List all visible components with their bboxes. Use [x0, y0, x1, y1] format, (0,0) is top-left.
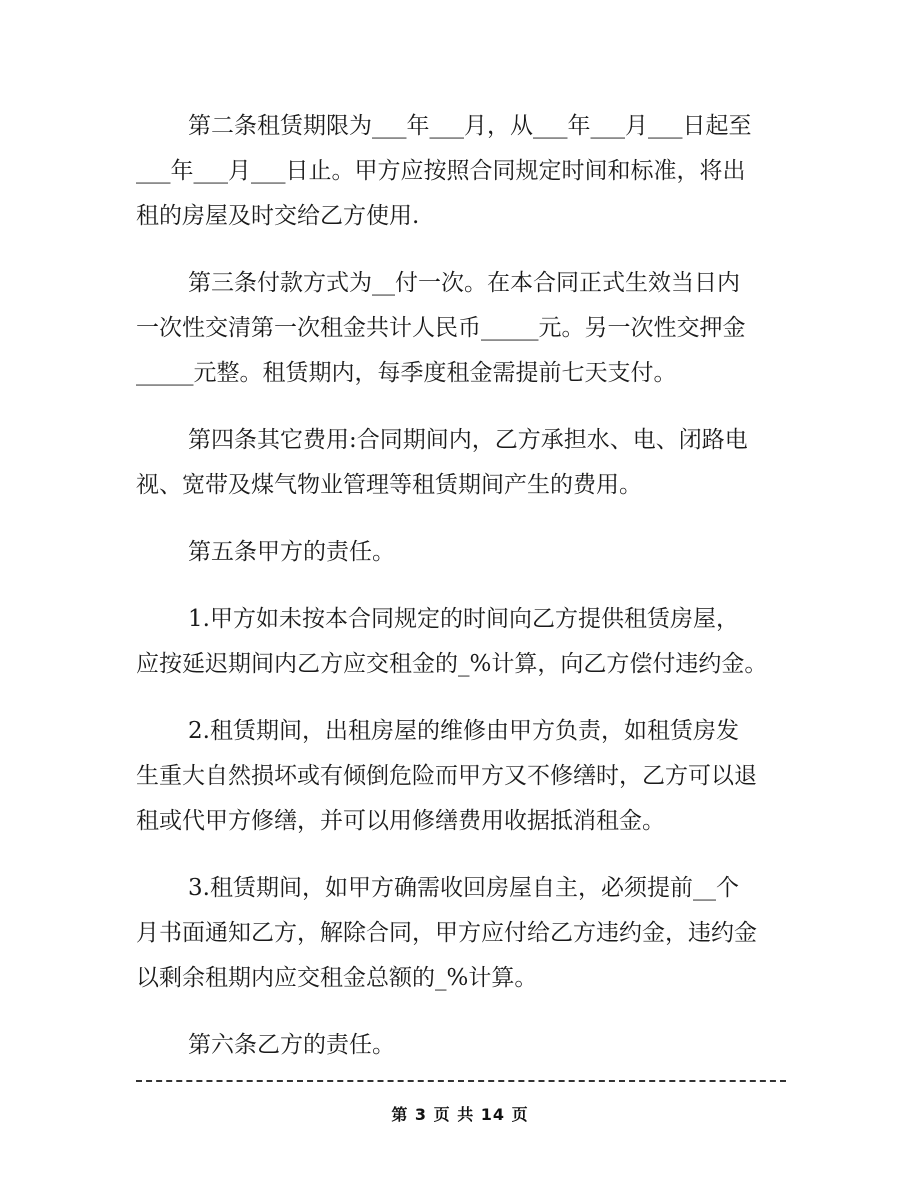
- paragraph-line: 一次性交清第一次租金共计人民币_____元。另一次性交押金: [136, 315, 746, 341]
- paragraph-article-5-item-3: [136, 866, 786, 1001]
- paragraph-article-5-item-2: [136, 709, 786, 844]
- paragraph-line: 2.租赁期间，出租房屋的维修由甲方负责，如租赁房发: [188, 718, 739, 744]
- paragraph-line: 租的房屋及时交给乙方使用.: [136, 203, 420, 229]
- paragraph-line: 视、宽带及煤气物业管理等租赁期间产生的费用。: [136, 472, 642, 498]
- paragraph-line: _____元整。租赁期内，每季度租金需提前七天支付。: [136, 360, 677, 386]
- paragraph-line: 第五条甲方的责任。: [188, 539, 395, 565]
- paragraph-line: 3.租赁期间，如甲方确需收回房屋自主，必须提前__个: [188, 875, 739, 901]
- document-body: [136, 104, 786, 1090]
- paragraph-line: ___年___月___日止。甲方应按照合同规定时间和标准，将出: [136, 158, 746, 184]
- paragraph-line: 应按延迟期间内乙方应交租金的_%计算，向乙方偿付违约金。: [136, 651, 768, 677]
- paragraph-line: 租或代甲方修缮，并可以用修缮费用收据抵消租金。: [136, 808, 665, 834]
- paragraph-article-5-item-1: [136, 597, 786, 687]
- paragraph-line: 第六条乙方的责任。: [188, 1032, 395, 1058]
- paragraph-line: 第三条付款方式为__付一次。在本合同正式生效当日内: [188, 270, 740, 296]
- paragraph-line: 月书面通知乙方，解除合同，甲方应付给乙方违约金，违约金: [136, 920, 757, 946]
- paragraph-article-3-payment: [136, 261, 786, 396]
- paragraph-article-5-heading: [136, 530, 786, 575]
- paragraph-line: 第四条其它费用:合同期间内，乙方承担水、电、闭路电: [188, 427, 748, 453]
- page-number-footer: 第 3 页 共 14 页: [391, 1105, 529, 1124]
- paragraph-line: 第二条租赁期限为___年___月，从___年___月___日起至: [188, 113, 752, 139]
- paragraph-article-2-lease-term: [136, 104, 786, 239]
- paragraph-article-4-other-fees: [136, 418, 786, 508]
- paragraph-line: 以剩余租期内应交租金总额的_%计算。: [136, 965, 538, 991]
- page-divider: [136, 1080, 786, 1082]
- paragraph-line: 1.甲方如未按本合同规定的时间向乙方提供租赁房屋，: [188, 606, 739, 632]
- paragraph-line: 生重大自然损坏或有倾倒危险而甲方又不修缮时，乙方可以退: [136, 763, 757, 789]
- paragraph-article-6-heading: [136, 1023, 786, 1068]
